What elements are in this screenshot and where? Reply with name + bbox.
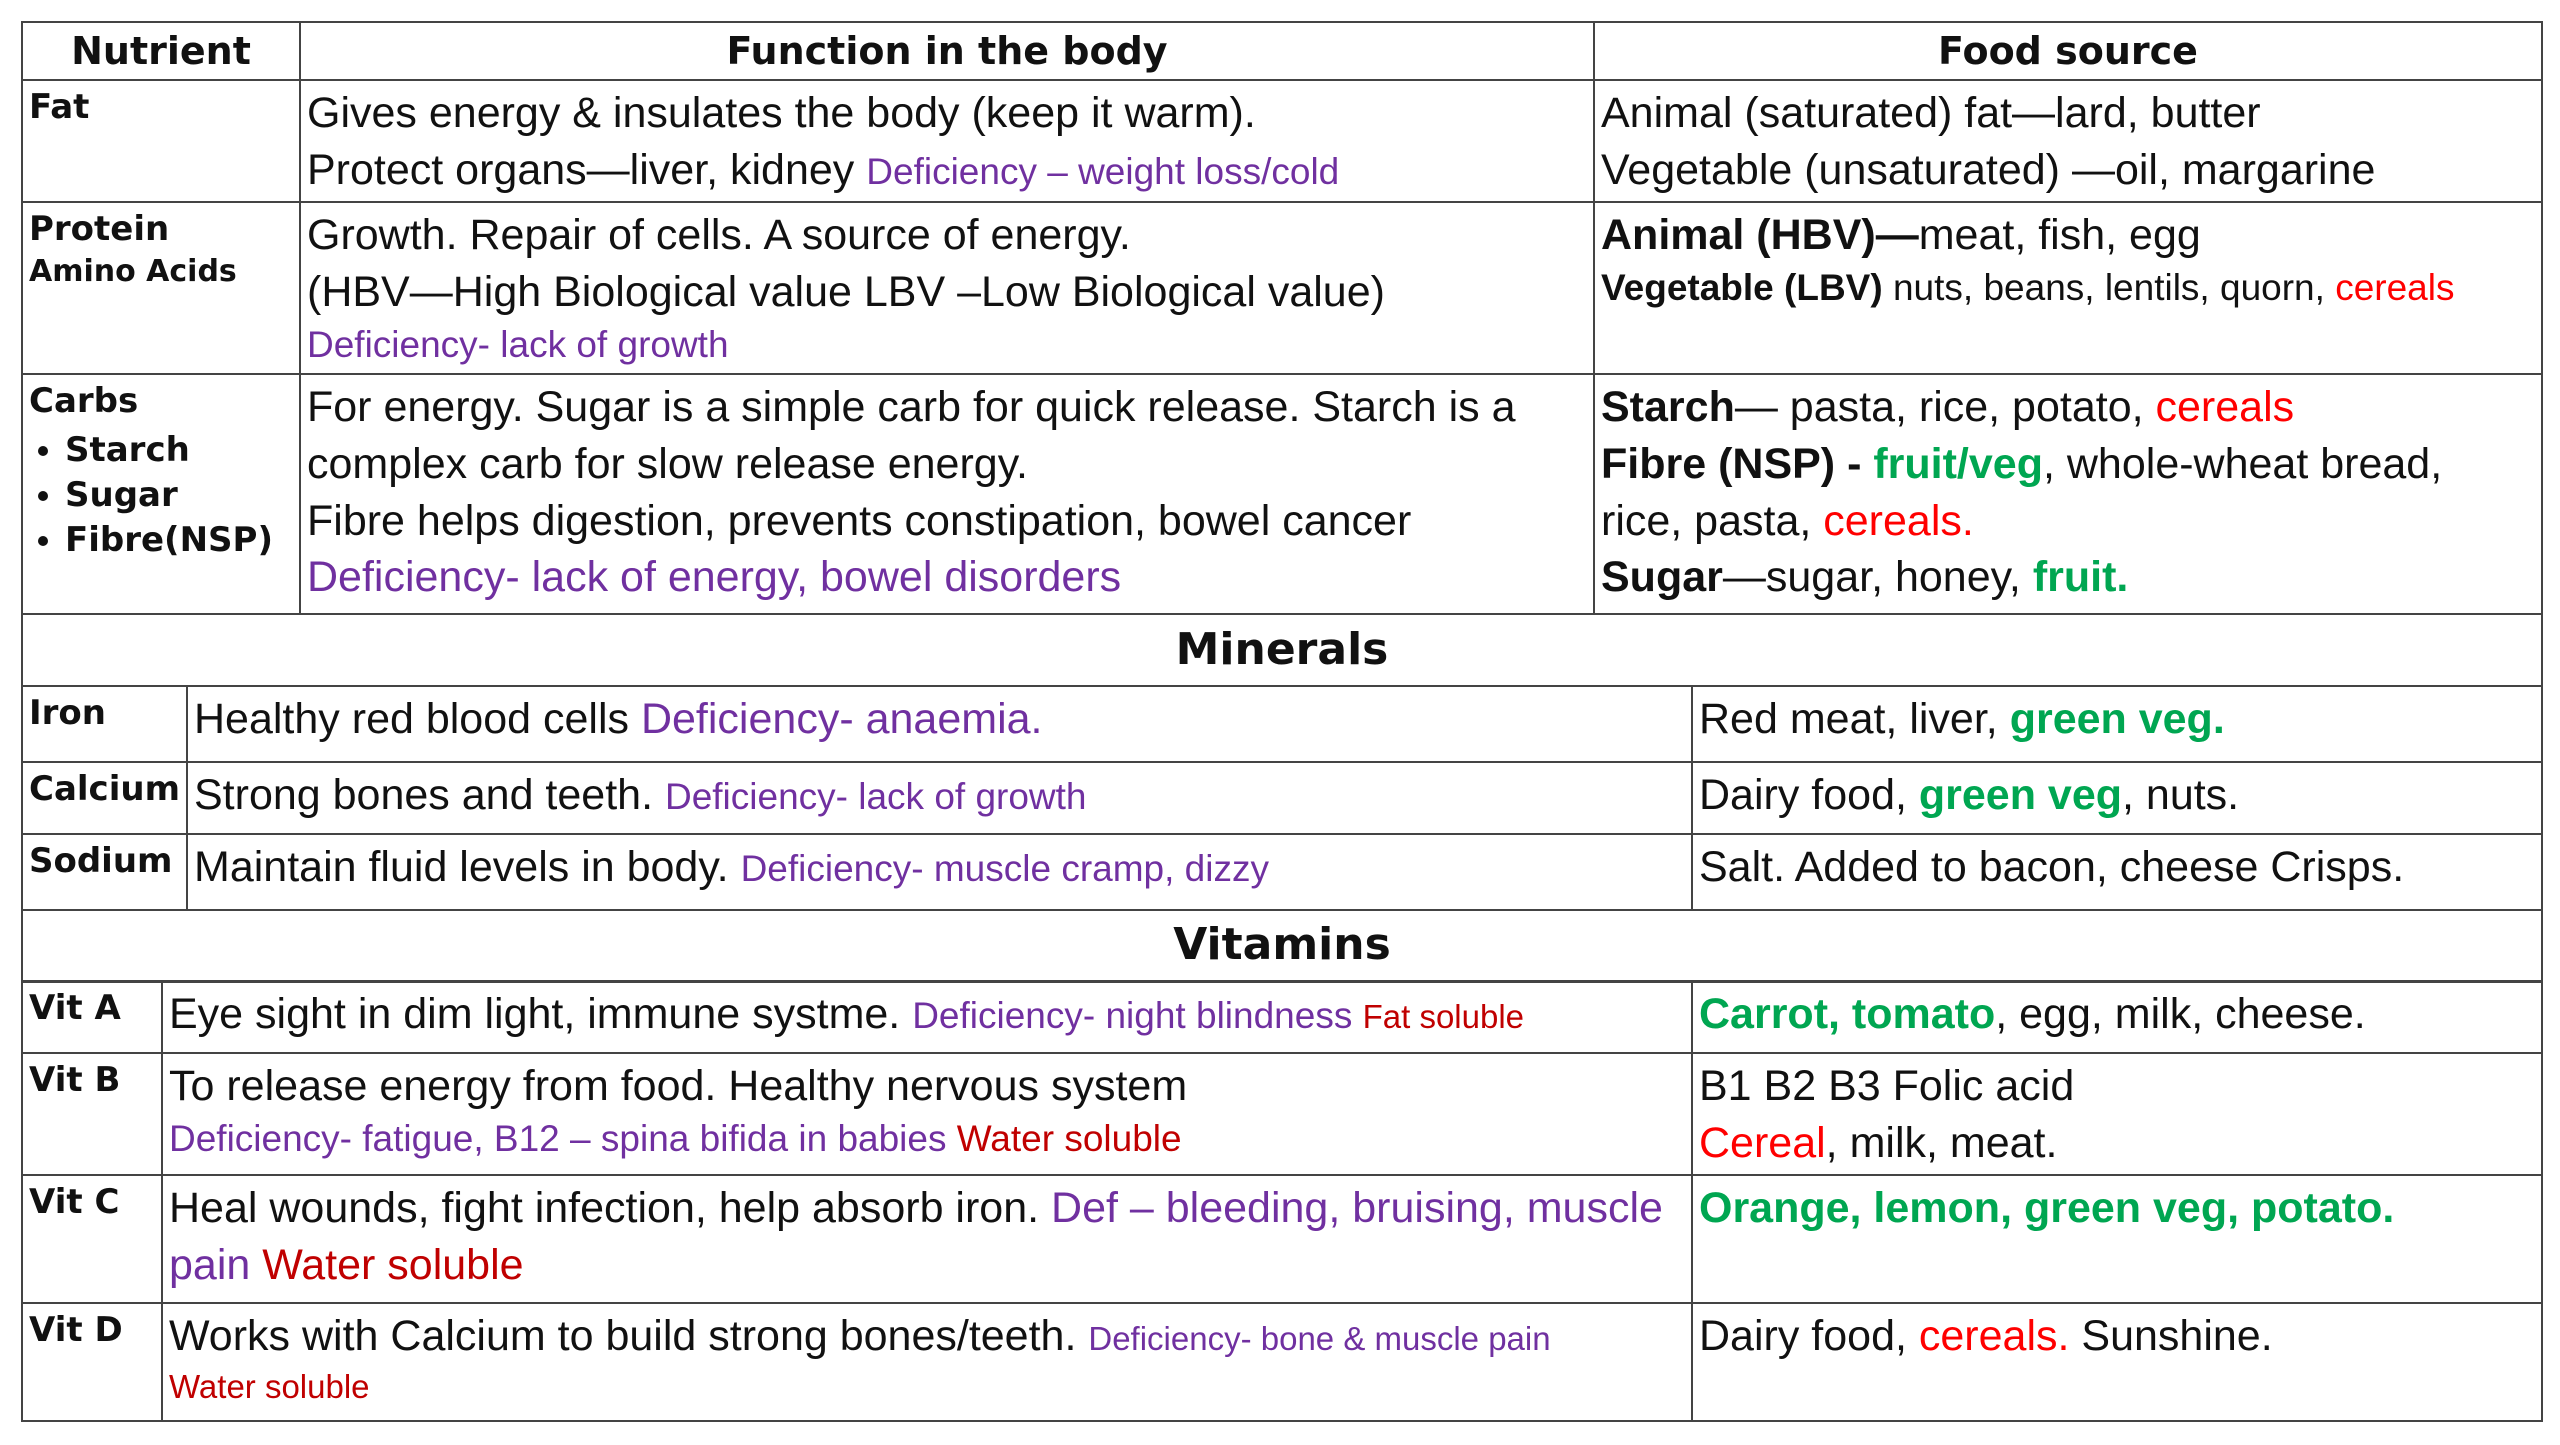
vit-d-solubility: Water soluble (169, 1367, 370, 1405)
calcium-deficiency: Deficiency- lack of growth (664, 775, 1087, 817)
vit-d-function (162, 1303, 1692, 1421)
nutrient-header: Nutrient (22, 22, 300, 80)
fat-src-line1: Animal (saturated) fat—lard, butter (1601, 89, 2261, 137)
source-header: Food source (1594, 22, 2542, 80)
protein-src-veg: nuts, beans, lentils, quorn, (1882, 266, 2336, 308)
vit-c-row (22, 1175, 2542, 1303)
nutrition-table (21, 21, 2541, 1445)
vit-c-function (162, 1175, 1692, 1303)
protein-func-line1: Growth. Repair of cells. A source of energy. (307, 211, 1131, 259)
vit-b-function (162, 1053, 1692, 1175)
vit-b-solubility: Water soluble (956, 1117, 1182, 1159)
iron-row (22, 686, 2542, 762)
minerals-title: Minerals (22, 614, 2542, 686)
vit-d-deficiency: Deficiency- bone & muscle pain (1088, 1320, 1551, 1357)
vitamins-section-row (22, 910, 2542, 982)
iron-function (187, 686, 1692, 762)
calcium-src: Dairy food, (1699, 770, 1919, 819)
vit-a-source (1692, 981, 2542, 1053)
protein-name (22, 202, 300, 374)
starch-sources: — pasta, rice, potato, (1734, 383, 2156, 431)
protein-source (1594, 202, 2542, 374)
vit-d-src: Dairy food, (1699, 1312, 1919, 1360)
calcium-source (1692, 762, 2542, 834)
fibre-cereals: cereals. (1823, 496, 1974, 545)
calcium-func: Strong bones and teeth. (194, 770, 665, 819)
vit-d-name: Vit D (22, 1303, 162, 1421)
vit-b-row (22, 1053, 2542, 1175)
vit-a-solubility: Fat soluble (1362, 998, 1525, 1035)
vit-a-src: , egg, milk, cheese. (1995, 990, 2366, 1038)
protein-func-line2: (HBV—High Biological value LBV –Low Biological value) (307, 267, 1385, 316)
fat-func-line1: Gives energy & insulates the body (keep it warm). (307, 89, 1256, 137)
carbs-item-fibre: • Fibre(NSP) (65, 518, 293, 563)
protein-src-animal-label: Animal (HBV)— (1601, 211, 1919, 259)
fat-func-line2: Protect organs—liver, kidney (307, 145, 855, 194)
carbs-func-line2: Fibre helps digestion, prevents constipation, bowel cancer (307, 496, 1412, 545)
vit-b-source (1692, 1053, 2542, 1175)
sodium-function (187, 834, 1692, 910)
vit-c-solubility: Water soluble (262, 1240, 524, 1289)
vit-a-func: Eye sight in dim light, immune systme. (169, 990, 913, 1038)
vit-d-src-sunshine: Sunshine. (2069, 1312, 2273, 1360)
sugar-sources: —sugar, honey, (1722, 553, 2033, 602)
header-row (22, 22, 2542, 80)
fat-name: Fat (22, 80, 300, 202)
carbs-function (300, 374, 1594, 614)
sugar-fruit: fruit. (2032, 553, 2129, 602)
protein-function (300, 202, 1594, 374)
fat-src-line2: Vegetable (unsaturated) —oil, margarine (1601, 145, 2376, 194)
vitamins-table (21, 980, 2543, 1422)
iron-source (1692, 686, 2542, 762)
vit-c-source (1692, 1175, 2542, 1303)
sodium-row (22, 834, 2542, 910)
carbs-func-line1: For energy. Sugar is a simple carb for quick release. Starch is a complex carb for slow release energy. (307, 383, 1516, 488)
protein-label: Protein (29, 209, 170, 249)
fat-function (300, 80, 1594, 202)
vit-b-func: To release energy from food. Healthy nervous system (169, 1062, 1188, 1110)
vit-a-deficiency: Deficiency- night blindness (912, 995, 1363, 1036)
fibre-sources: , whole-wheat bread, rice, pasta, (1601, 439, 2443, 545)
fat-source (1594, 80, 2542, 202)
calcium-row (22, 762, 2542, 834)
iron-deficiency: Deficiency- anaemia. (640, 694, 1043, 743)
sodium-name: Sodium (22, 834, 187, 910)
carbs-deficiency: Deficiency- lack of energy, bowel disorders (307, 553, 1122, 602)
carbs-item-sugar: • Sugar (65, 473, 293, 518)
amino-acids-label: Amino Acids (29, 253, 237, 289)
sodium-func: Maintain fluid levels in body. (194, 842, 741, 891)
vit-a-function (162, 981, 1692, 1053)
vit-a-row (22, 981, 2542, 1053)
vit-b-deficiency: Deficiency- fatigue, B12 – spina bifida in babies (169, 1117, 957, 1159)
sugar-label: Sugar (1601, 553, 1723, 602)
vit-c-func: Heal wounds, fight infection, help absorb iron. (169, 1184, 1052, 1232)
protein-src-veg-label: Vegetable (LBV) (1601, 266, 1883, 308)
calcium-src-nuts: , nuts. (2122, 770, 2240, 819)
carbs-row (22, 374, 2542, 614)
carbs-list (29, 428, 293, 563)
vit-c-deficiency: Def – bleeding, bruising, muscle pain (169, 1184, 1663, 1289)
minerals-table (21, 685, 2543, 983)
protein-deficiency: Deficiency- lack of growth (307, 323, 729, 365)
iron-name: Iron (22, 686, 187, 762)
protein-src-cereals: cereals (2335, 266, 2455, 308)
vit-d-source (1692, 1303, 2542, 1421)
protein-src-animal: meat, fish, egg (1918, 211, 2201, 259)
iron-src: Red meat, liver, (1699, 694, 2010, 743)
minerals-section-row (22, 614, 2542, 686)
vit-d-src-cereals: cereals. (1918, 1312, 2070, 1360)
starch-cereals: cereals (2155, 383, 2295, 431)
starch-label: Starch (1601, 383, 1735, 431)
vit-a-src-green: Carrot, tomato (1699, 990, 1996, 1038)
carbs-source (1594, 374, 2542, 614)
vit-d-row (22, 1303, 2542, 1421)
iron-src-green-veg: green veg. (2009, 694, 2225, 743)
fibre-fruit-veg: fruit/veg (1873, 439, 2043, 488)
macronutrients-table (21, 21, 2543, 687)
calcium-name: Calcium (22, 762, 187, 834)
vit-c-name: Vit C (22, 1175, 162, 1303)
vit-b-src: , milk, meat. (1825, 1118, 2058, 1167)
vitamins-title: Vitamins (22, 910, 2542, 982)
vit-b-src-line1: B1 B2 B3 Folic acid (1699, 1062, 2075, 1110)
carbs-item-starch: • Starch (65, 428, 293, 473)
function-header: Function in the body (300, 22, 1594, 80)
vit-d-func: Works with Calcium to build strong bones/teeth. (169, 1312, 1089, 1360)
protein-row (22, 202, 2542, 374)
vit-b-src-cereal: Cereal (1699, 1118, 1826, 1167)
fibre-label: Fibre (NSP) - (1601, 439, 1874, 488)
vit-b-name: Vit B (22, 1053, 162, 1175)
sodium-source: Salt. Added to bacon, cheese Crisps. (1692, 834, 2542, 910)
carbs-label: Carbs (29, 381, 139, 421)
fat-row (22, 80, 2542, 202)
iron-func: Healthy red blood cells (194, 694, 641, 743)
vit-c-src: Orange, lemon, green veg, potato. (1699, 1184, 2395, 1232)
sodium-deficiency: Deficiency- muscle cramp, dizzy (740, 847, 1269, 889)
calcium-function (187, 762, 1692, 834)
vit-a-name: Vit A (22, 981, 162, 1053)
fat-deficiency: Deficiency – weight loss/cold (866, 150, 1340, 192)
calcium-src-green-veg: green veg (1918, 770, 2123, 819)
carbs-name (22, 374, 300, 614)
